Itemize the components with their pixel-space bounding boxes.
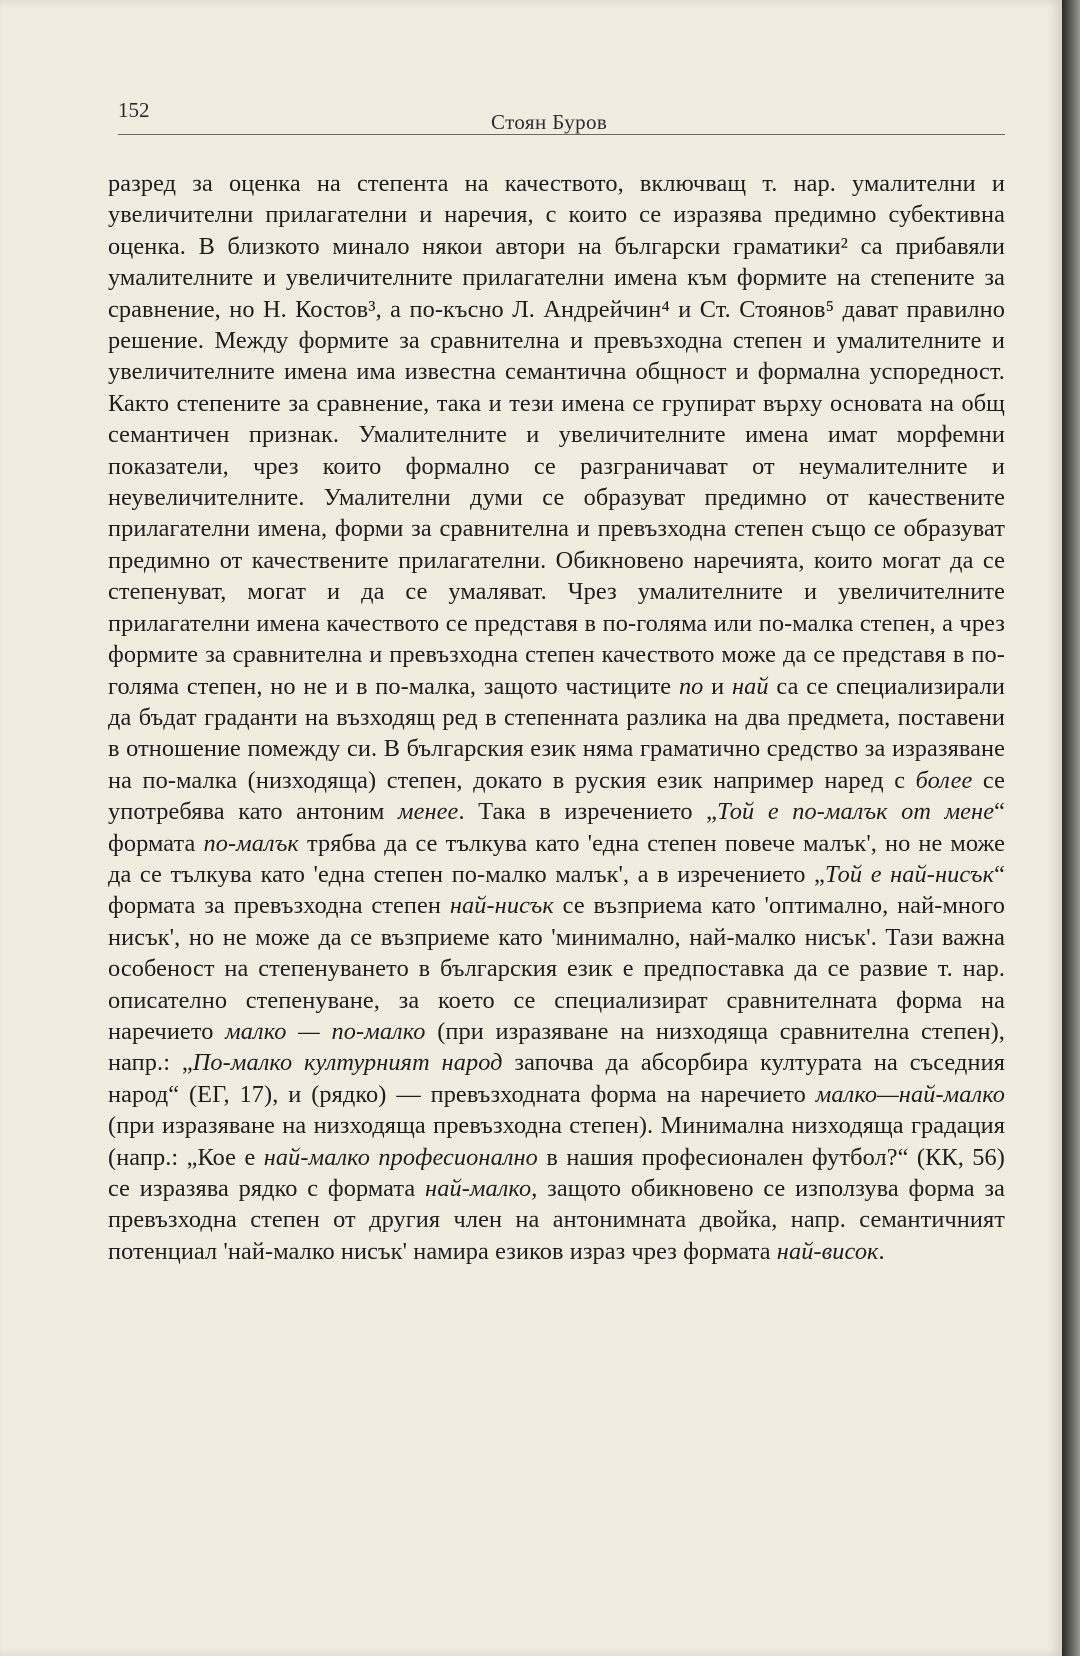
- text-run: .: [878, 1237, 885, 1265]
- italic-example: Той е най-нисък: [824, 860, 995, 888]
- text-run: започва да абсорбира културата на съседния народ“ (ЕГ, 17), и (рядко) — превъзходната форма на наречието: [108, 1049, 1005, 1108]
- text-run: разред за оценка на степента на качеството, включващ т. нар. умалителни и увеличителни прилагателни и наречия, с които се изразява предимно субективна оценка. В близкото минало някои автори на български граматики² са прибавяли умалителните и увеличителните прилагателни имена към формите на степените за сравнение, но Н. Костов³, а по-късно Л. Андрейчин⁴ и Ст. Стоянов⁵ дават правилно решение. Между формите за сравнителна и превъзходна степен и умалителните и увеличителните имена има известна семантична общност и формална успоредност. Както степените за сравнение, така и тези имена се групират върху основата на общ семантичен признак. Умалителните и увеличителните имена имат морфемни показатели, чрез които формално се разграничават от неумалителните и неувеличителните. Умалителни думи се образуват предимно от качествените прилагателни имена, форми за сравнителна и превъзходна степен също се образуват предимно от качествените прилагателни. Обикновено наречията, които могат да се степенуват, могат и да се умаляват. Чрез умалителните и увеличителните прилагателни имена качеството се представя в по-голяма или по-малка степен, а чрез формите за сравнителна и превъзходна степен качеството може да се представя в по-голяма степен, но не и в по-малка, защото частиците: [108, 170, 1005, 700]
- italic-term: менее: [398, 798, 459, 826]
- page-number: 152: [118, 98, 150, 122]
- text-run: (при изразяване на низходяща превъзходна степен). Минимална низходяща градация (напр.: „Кое е: [108, 1112, 1005, 1171]
- body-paragraph: [108, 168, 1005, 1267]
- italic-term: най-нисък: [449, 892, 554, 920]
- book-spine-edge: [1062, 0, 1080, 1656]
- body-text: [108, 168, 1005, 1267]
- running-title: Стоян Буров: [491, 110, 608, 134]
- text-run: трябва да се тълкува като 'една степен повече малък', но не може да се тълкува като 'една степен по-малко малък', а в изречението „: [108, 829, 1005, 888]
- italic-example: най-малко професионално: [263, 1143, 538, 1171]
- italic-term: более: [915, 766, 973, 794]
- italic-term: най-малко: [425, 1175, 532, 1202]
- text-run: се употребява като антоним: [108, 766, 1005, 826]
- text-run: (при изразяване на низходяща сравнителна степен), напр.: „: [108, 1017, 1005, 1077]
- italic-term: по: [678, 672, 704, 700]
- text-run: “ формата: [108, 798, 1005, 857]
- italic-example: По-малко културният народ: [192, 1049, 503, 1077]
- italic-term: малко — по-малко: [225, 1017, 426, 1045]
- text-run: “ формата за превъзходна степен: [108, 860, 1006, 920]
- text-run: и: [703, 672, 733, 700]
- text-run: . Така в изречението „: [458, 798, 718, 826]
- italic-example: Той е по-малък от мене: [717, 798, 995, 826]
- italic-term: най-висок: [776, 1237, 879, 1265]
- text-run: се възприема като 'оптимално, най-много нисък', но не може да се възприеме като 'минимално, най-малко нисък'. Тази важна особеност на степенуването в българския език е предпоставка да се развие т. нар. описателно степенуване, за което се специализират сравнителната форма на наречието: [108, 892, 1005, 1045]
- header-rule: [118, 134, 1005, 135]
- text-run: са се специализирали да бъдат граданти на възходящ ред в степенната разлика на два предмета, поставени в отношение помежду си. В българския език няма граматично средство за изразяване на по-малка (низходяща) степен, докато в руския език например наред с: [108, 672, 1005, 794]
- text-run: в нашия професионален футбол?“ (КК, 56) се изразява рядко с формата: [108, 1143, 1005, 1202]
- page-header: [118, 96, 1008, 136]
- text-run: , защото обикновено се използува форма за превъзходна степен от другия член на антонимната двойка, напр. семантичният потенциал 'най-малко нисък' намира езиков израз чрез формата: [108, 1175, 1006, 1265]
- italic-term: по-малък: [203, 829, 299, 857]
- italic-term: малко—най-малко: [815, 1080, 1005, 1108]
- italic-term: най: [732, 672, 769, 700]
